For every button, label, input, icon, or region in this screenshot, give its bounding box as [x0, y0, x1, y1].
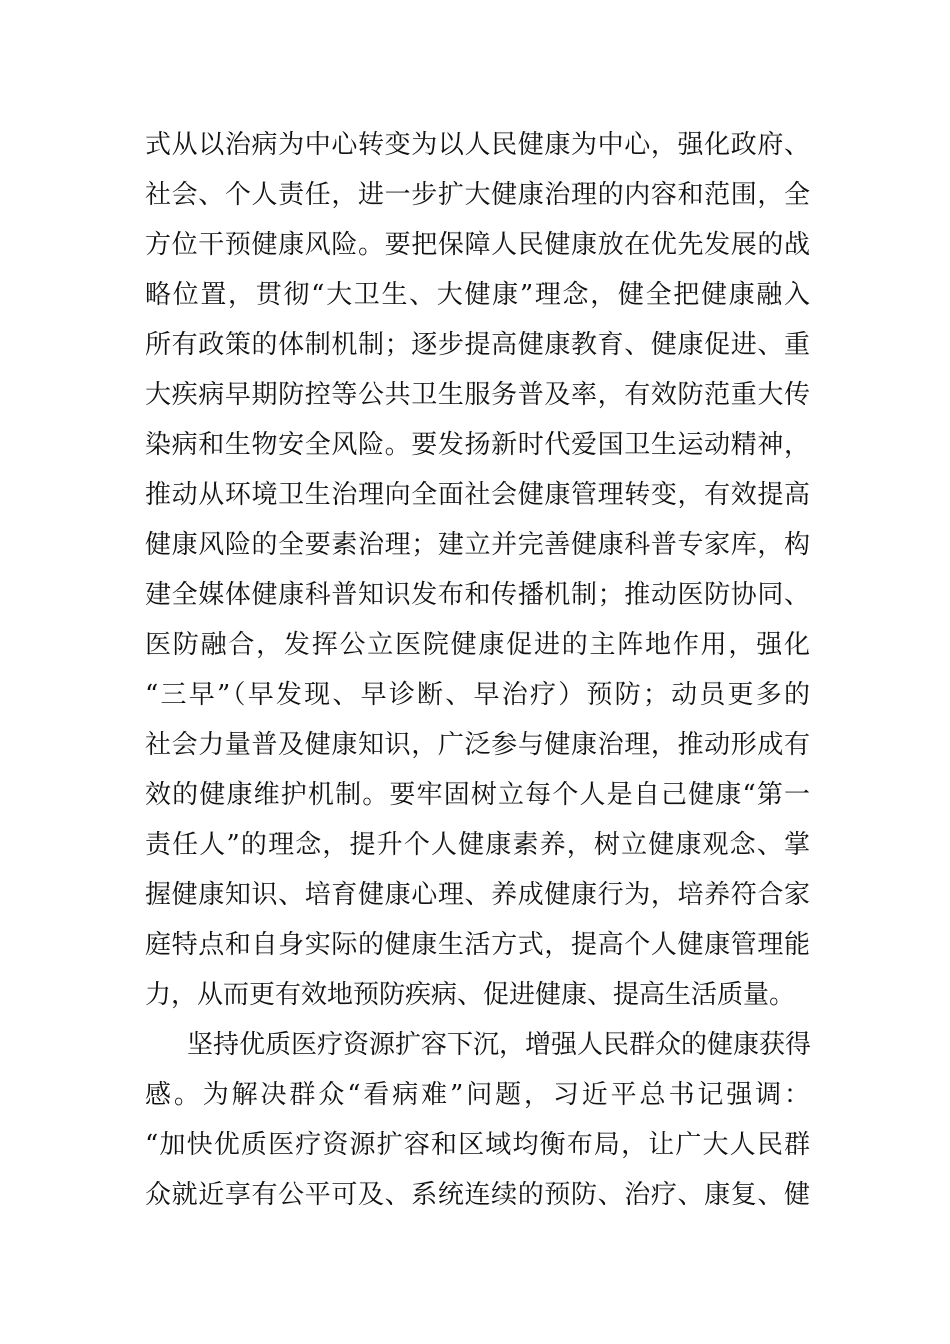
paragraph-2 — [145, 1020, 810, 1220]
text-line: 众就近享有公平可及、系统连续的预防、治疗、康复、健 — [145, 1180, 810, 1210]
text-line: 医防融合，发挥公立医院健康促进的主阵地作用，强化 — [145, 630, 810, 660]
text-line: 握健康知识、培育健康心理、养成健康行为，培养符合家 — [145, 880, 810, 910]
text-line: 感。为解决群众“看病难”问题，习近平总书记强调： — [145, 1080, 810, 1110]
text-line: 社会、个人责任，进一步扩大健康治理的内容和范围，全 — [145, 180, 810, 210]
text-line: 责任人”的理念，提升个人健康素养，树立健康观念、掌 — [145, 830, 810, 860]
text-line: 建全媒体健康科普知识发布和传播机制；推动医防协同、 — [145, 580, 810, 610]
text-line: 效的健康维护机制。要牢固树立每个人是自己健康“第一 — [145, 780, 810, 810]
text-line: “加快优质医疗资源扩容和区域均衡布局，让广大人民群 — [145, 1130, 810, 1160]
text-line: 染病和生物安全风险。要发扬新时代爱国卫生运动精神， — [145, 430, 810, 460]
text-line: 方位干预健康风险。要把保障人民健康放在优先发展的战 — [145, 230, 810, 260]
text-line: 推动从环境卫生治理向全面社会健康管理转变，有效提高 — [145, 480, 810, 510]
text-line: 略位置，贯彻“大卫生、大健康”理念，健全把健康融入 — [145, 280, 810, 310]
text-line: 所有政策的体制机制；逐步提高健康教育、健康促进、重 — [145, 330, 810, 360]
text-line: “三早”（早发现、早诊断、早治疗）预防；动员更多的 — [145, 680, 810, 710]
paragraph-1 — [145, 120, 810, 1020]
text-line: 大疾病早期防控等公共卫生服务普及率，有效防范重大传 — [145, 380, 810, 410]
body-text — [145, 120, 810, 1220]
text-line: 健康风险的全要素治理；建立并完善健康科普专家库，构 — [145, 530, 810, 560]
text-line: 力，从而更有效地预防疾病、促进健康、提高生活质量。 — [145, 980, 796, 1010]
text-line: 坚持优质医疗资源扩容下沉，增强人民群众的健康获得 — [187, 1030, 812, 1060]
text-line: 社会力量普及健康知识，广泛参与健康治理，推动形成有 — [145, 730, 810, 760]
text-line: 式从以治病为中心转变为以人民健康为中心，强化政府、 — [145, 130, 810, 160]
text-line: 庭特点和自身实际的健康生活方式，提高个人健康管理能 — [145, 930, 810, 960]
